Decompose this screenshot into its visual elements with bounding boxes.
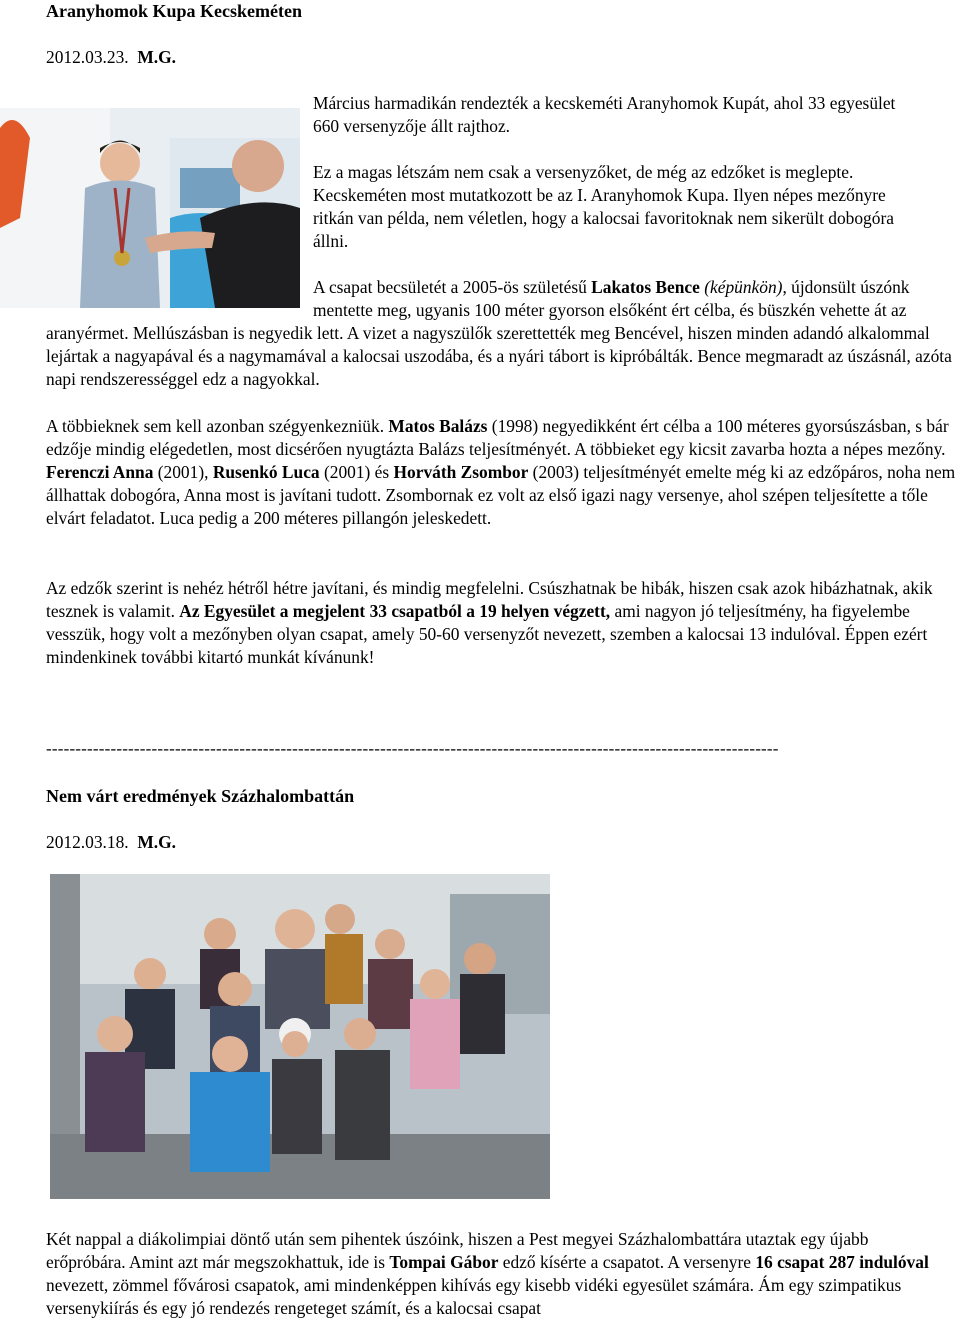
text: (1998) negyedikként ért célba a 100 méteres gyorsúszásban, s bár edzője mindig elégedetlen, most dicsérően nyugtázta Balázs teljesítményét. A többieket egy kicsit zavarba hozta a népes mezőny. (46, 416, 949, 459)
paragraph (46, 276, 956, 391)
paragraph (46, 1228, 950, 1320)
article-title: Aranyhomok Kupa Kecskeméten (46, 1, 302, 21)
text: A többieknek sem kell azonban szégyenkezniük. (46, 416, 389, 436)
article-author: M.G. (137, 832, 176, 852)
text: ami nagyon jó teljesítmény, ha figyelembe vesszük, hogy volt a mezőnyben olyan csapat, amely 50-60 versenyzőt nevezett, szemben a kalocsai 13 indulóval. Éppen ezért mindenkinek további kitartó munkát kívánunk! (46, 601, 928, 667)
article-title: Nem várt eredmények Százhalombattán (46, 786, 355, 806)
name-matos-balazs: Matos Balázs (388, 416, 488, 436)
text: A csapat becsületét a 2005-ös születésű (313, 277, 592, 297)
text: Két nappal a diákolimpiai döntő után sem pihentek úszóink, hiszen a Pest megyei Százhalombattára utaztak egy újabb erőpróbára. Amint azt már megszokhattuk, ide is (46, 1229, 869, 1272)
text: , újdonsült úszónk mentette meg, ugyanis 100 méter gyorson elsőként ért célba, és büszkén vehette át az aranyérmet. Mellúszásban is negyedik lett. A vizet a nagyszülők szerettették meg Bencével, hiszen minden adandó alkalommal lejártak a nagyapával és a nagymamával a kalocsai uszodába, és a nyári tábort is kipróbálták. Bence megmaradt az úszásnál, azóta napi rendszerességgel edz a nagyokkal. (46, 277, 952, 389)
article-date: 2012.03.18. (46, 832, 129, 852)
paragraph (46, 415, 956, 530)
name-lakatos-bence: Lakatos Bence (591, 277, 700, 297)
article-date-line (46, 831, 176, 854)
result-highlight: Az Egyesület a megjelent 33 csapatból a 19 helyen végzett, (179, 601, 611, 621)
team-group-photo (50, 874, 550, 1199)
article-date: 2012.03.23. (46, 47, 129, 67)
text: edző kísérte a csapatot. A versenyre (498, 1252, 756, 1272)
text: (2001), (153, 462, 213, 482)
text: (2003) teljesítményét emelte még ki az edzőpáros, noha nem állhattak dobogóra, Anna most is javítani tudott. Zsombornak ez volt az első igazi nagy versenye, ahol szépen teljesítette a tőle elvárt feladatot. Luca pedig a 200 méteres pillangón jeleskedett. (46, 462, 956, 528)
paragraph: Ez a magas létszám nem csak a versenyzőket, de még az edzőket is meglepte. Kecskeméten most mutatkozott be az I. Aranyhomok Kupa. Ilyen népes mezőnyre ritkán van példa, nem véletlen, hogy a kalocsai favoritoknak nem sikerült dobogóra állni. (313, 162, 894, 251)
caption-ref: (képünkön) (699, 277, 783, 297)
divider: ----------------------------------------------------------------------------------------------------------------------------- (46, 739, 779, 758)
text: Az edzők szerint is nehéz hétről hétre javítani, és mindig megfelelni. Csúszhatnak be hibák, hiszen csak azok hibázhatnak, akik tesznek is valamit. (46, 578, 933, 621)
text: nevezett, zömmel fővárosi csapatok, ami mindenképpen kihívás egy kisebb vidéki egyesület számára. Ám egy szimpatikus versenykiírás és egy jó rendezés rengeteget számít, és a kalocsai csapat (46, 1275, 902, 1318)
text: (2001) és (319, 462, 394, 482)
article-author: M.G. (137, 47, 176, 67)
entry-count-highlight: 16 csapat 287 indulóval (755, 1252, 929, 1272)
article-date-line (46, 46, 176, 69)
name-tompai-gabor: Tompai Gábor (389, 1252, 499, 1272)
paragraph (46, 577, 960, 669)
name-rusenko-luca: Rusenkó Luca (212, 462, 320, 482)
paragraph: Március harmadikán rendezték a kecskeméti Aranyhomok Kupát, ahol 33 egyesület 660 versenyzője állt rajthoz. (313, 93, 896, 136)
name-ferenczi-anna: Ferenczi Anna (46, 462, 154, 482)
name-horvath-zsombor: Horváth Zsombor (393, 462, 529, 482)
